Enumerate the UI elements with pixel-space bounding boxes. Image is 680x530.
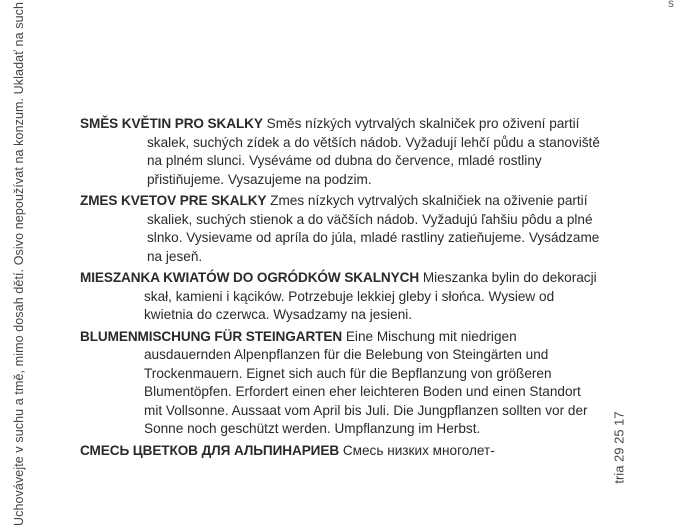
storage-note-text: Uchovávejte v suchu a tmě, mimo dosah dětí. Osivo nepoužívat na konzum. Ukladať na such bbox=[12, 1, 27, 527]
entry-title: MIESZANKA KWIATÓW DO OGRÓDKÓW SKALNYCH bbox=[80, 270, 420, 285]
corner-mark: s bbox=[668, 0, 674, 10]
entry-body: Смесь низких многолет- bbox=[342, 442, 495, 458]
entry-title: BLUMENMISCHUNG FÜR STEINGARTEN bbox=[80, 328, 343, 344]
product-code-text: tria 29 25 17 bbox=[611, 411, 627, 484]
entry-body: Mieszanka bylin do dekoracji skał, kamieni i kącików. Potrzebuje lekkiej gleby i słońca. Wysiew od kwietnia do czerwca. Wysadzamy na jesieni. bbox=[144, 270, 597, 322]
product-code bbox=[606, 380, 632, 530]
entry-body: Eine Mischung mit niedrigen ausdauernden Alpenpflanzen für die Belebung von Steingärten und Trockenmauern. Eignet sich auch für die Bepflanzung von größeren Blumentöpfen. Erfordert einen eher leichteren Boden und einen Standort mit Vollsonne. Aussaat vom April bis Juli. Die Jungpflanzen sollten vor der Sonne noch geschützt werden. Umpflanzung im Herbst. bbox=[144, 328, 588, 436]
entry-slovak bbox=[80, 192, 600, 266]
entry-title: ZMES KVETOV PRE SKALKY bbox=[80, 193, 267, 208]
entry-polish bbox=[80, 269, 600, 325]
storage-note bbox=[6, 0, 32, 528]
entry-title: SMĚS KVĚTIN PRO SKALKY bbox=[80, 116, 263, 131]
entry-body: Zmes nízkych vytrvalých skalničiek na oživenie partií skaliek, suchých stienok a do väčších nádob. Vyžadujú ľahšiu pôdu a plné slnko. Vysievame od apríla do júla, mladé rastliny zatieňujeme. Vysádzame na jeseň. bbox=[147, 193, 600, 264]
description-text bbox=[80, 115, 600, 463]
entry-title: СМЕСЬ ЦВЕТКОВ ДЛЯ АЛЬПИНАРИЕВ bbox=[80, 442, 340, 458]
entry-russian bbox=[80, 442, 600, 461]
entry-german bbox=[80, 328, 600, 439]
entry-body: Směs nízkých vytrvalých skalniček pro oživení partií skalek, suchých zídek a do větších nádob. Vyžadují lehčí půdu a stanoviště na plném slunci. Vyséváme od dubna do července, mladé rostliny přistiňujeme. Vysazujeme na podzim. bbox=[147, 116, 600, 187]
entry-czech bbox=[80, 115, 600, 189]
